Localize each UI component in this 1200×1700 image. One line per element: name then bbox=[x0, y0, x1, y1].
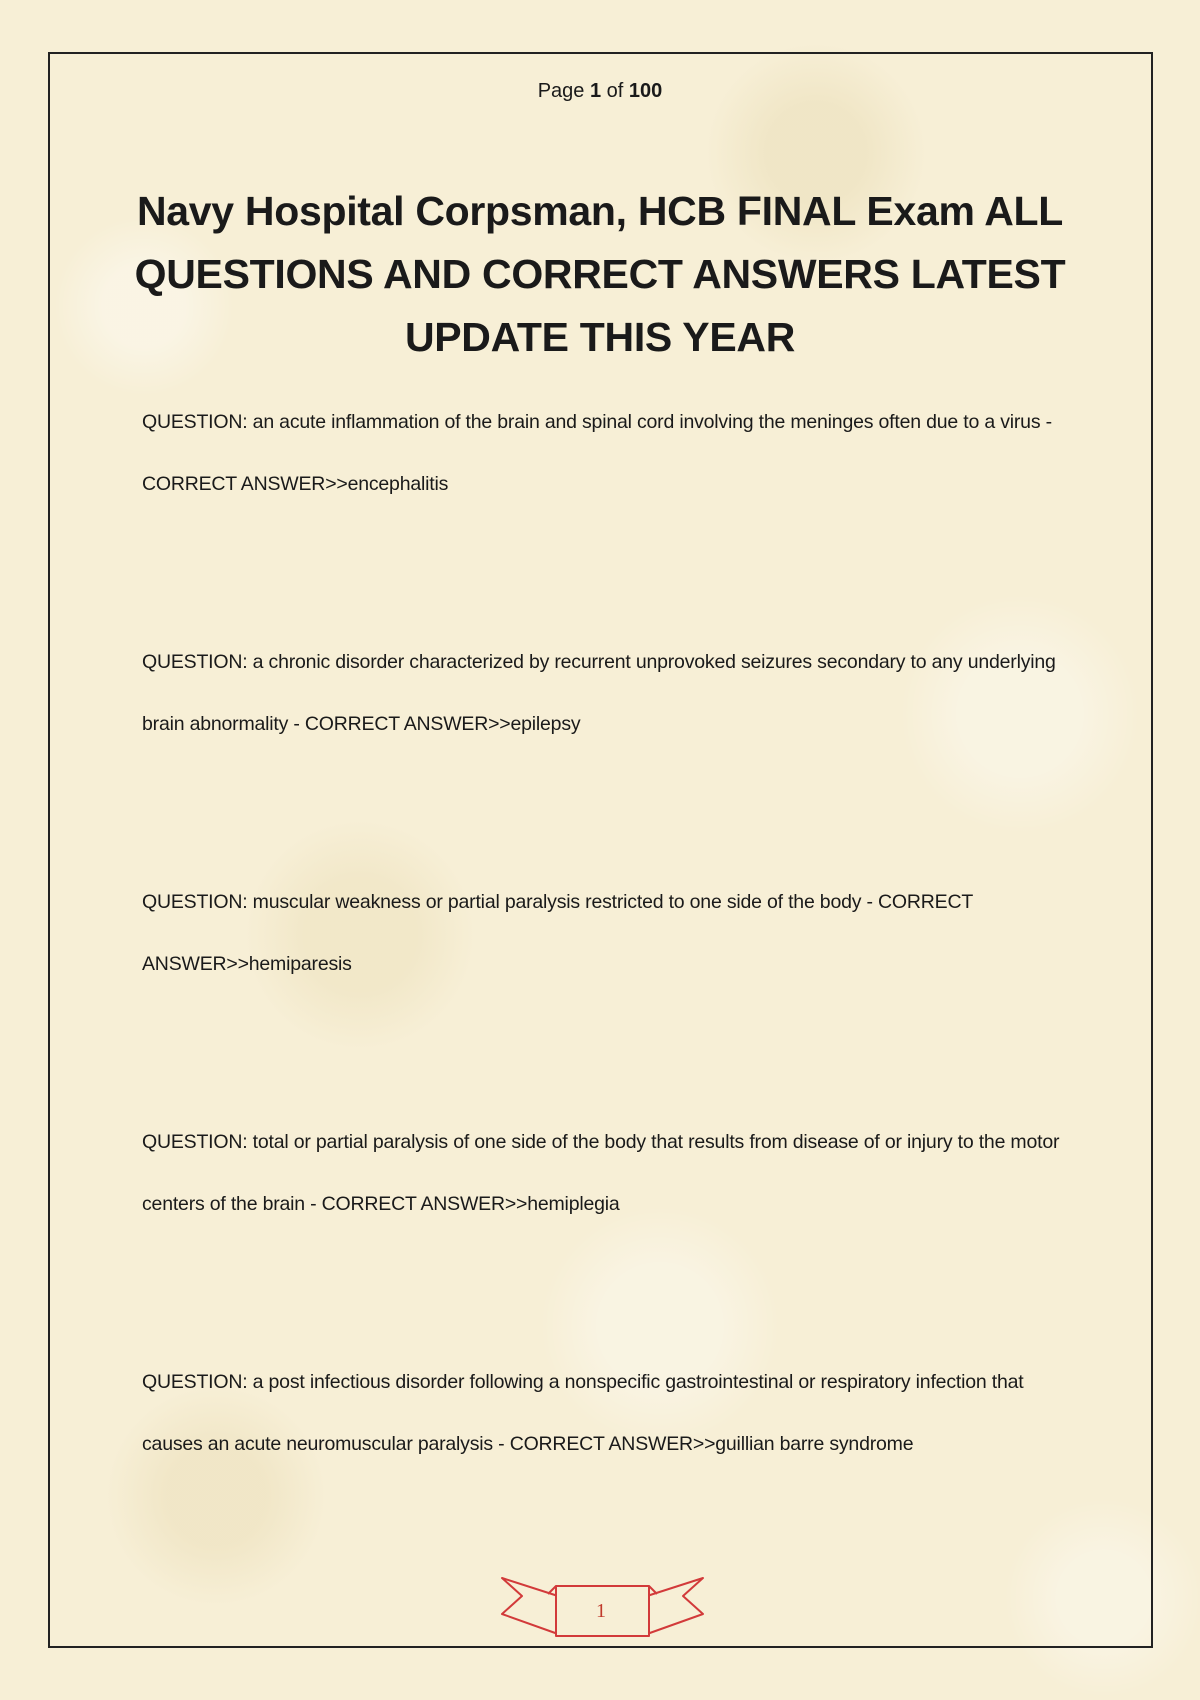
question-item: QUESTION: a chronic disorder characterized by recurrent unprovoked seizures secondary to any underlying brain abnormality - CORRECT ANSWER>>epilepsy bbox=[142, 651, 1056, 735]
question-list bbox=[142, 391, 1072, 1591]
page-label: Page bbox=[537, 80, 585, 102]
total-page-count: 100 bbox=[628, 80, 663, 102]
question-item: QUESTION: an acute inflammation of the brain and spinal cord involving the meninges often due to a virus - CORRECT ANSWER>>encephalitis bbox=[142, 411, 1052, 495]
question-item: QUESTION: muscular weakness or partial paralysis restricted to one side of the body - CORRECT ANSWER>>hemiparesis bbox=[142, 891, 973, 975]
current-page-number: 1 bbox=[589, 80, 602, 102]
question-item: QUESTION: total or partial paralysis of one side of the body that results from disease of or injury to the motor centers of the brain - CORRECT ANSWER>>hemiplegia bbox=[142, 1131, 1060, 1215]
document-title: Navy Hospital Corpsman, HCB FINAL Exam ALL QUESTIONS AND CORRECT ANSWERS LATEST UPDATE THIS YEAR bbox=[134, 188, 1066, 360]
footer-page-number: 1 bbox=[596, 1600, 606, 1622]
question-item: QUESTION: a post infectious disorder following a nonspecific gastrointestinal or respiratory infection that causes an acute neuromuscular paralysis - CORRECT ANSWER>>guillian barre syndrome bbox=[142, 1371, 1024, 1455]
page-of-label: of bbox=[606, 80, 624, 102]
page-counter bbox=[0, 80, 1200, 103]
